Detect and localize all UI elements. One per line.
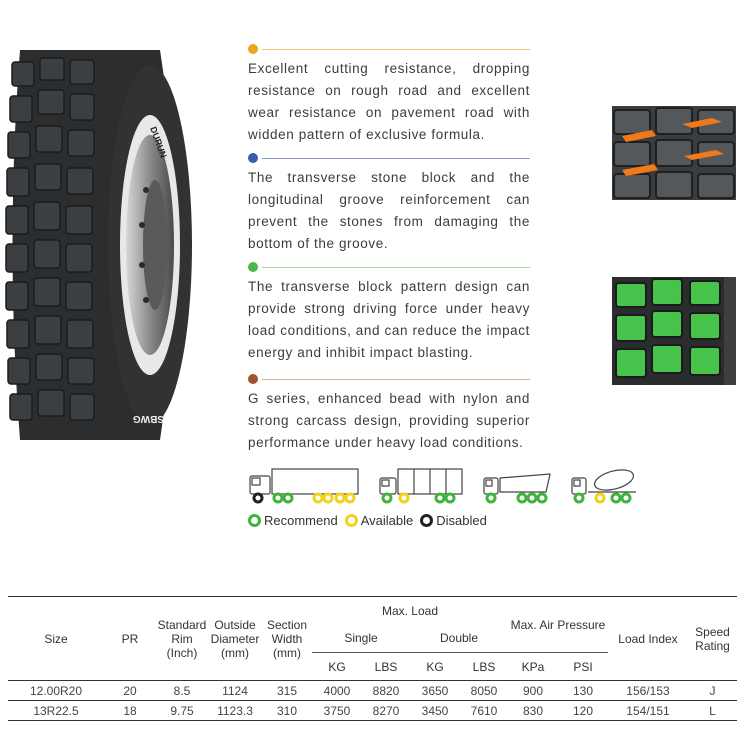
col-single: Single [312,625,410,653]
legend-recommend [248,513,338,528]
col-size: Size [44,631,68,646]
cell-pr: 18 [123,703,137,718]
cell-double-kg: 3450 [421,703,449,718]
col-sw-label: Section Width (mm) [266,617,308,660]
col-psi: PSI [573,659,593,674]
feature-4-text: G series, enhanced bead with nylon and strong carcass design, providing superior performance under heavy load conditions. [248,391,530,450]
legend-label: Recommend [264,513,338,528]
usage-legend [248,513,494,528]
col-load-index [608,597,688,681]
cell-rim: 8.5 [173,683,191,698]
col-kpa: KPa [521,659,545,674]
cell-single-lbs: 8820 [372,683,400,698]
tread-groove-image [612,106,736,200]
cell-size: 12.00R20 [29,683,83,698]
green-bullet-icon [248,262,258,272]
cell-sw: 310 [276,703,298,718]
col-sw [262,597,312,681]
cell-size: 13R22.5 [33,703,79,718]
cell-load-index: 156/153 [626,683,670,698]
cell-kpa: 830 [522,703,544,718]
col-speed-label: Speed Rating [695,624,730,653]
col-speed [688,597,737,681]
cell-single-kg: 4000 [323,683,351,698]
cargo-truck-icon [378,466,464,504]
brown-bullet-icon [248,374,258,384]
feature-2-text: The transverse stone block and the longitudinal groove reinforcement can prevent the stones from damaging the bottom of the groove. [248,170,530,251]
tread-block-image [612,277,736,385]
cell-psi: 130 [572,683,594,698]
divider [262,379,530,380]
yellow-ring-icon [345,514,358,527]
col-max-load: Max. Load [381,603,439,618]
legend-label: Disabled [436,513,487,528]
cell-od: 1123.3 [217,703,253,718]
feature-1-text: Excellent cutting resistance, dropping resistance on rough road and excellent wear resistance on pavement road with widden pattern of exclusive formula. [248,61,530,142]
divider [262,49,530,50]
tire-model-text: SBWG [132,413,164,424]
spec-table [8,596,737,721]
divider [262,267,530,268]
semi-trailer-truck-icon [248,466,360,504]
col-od-label: Outside Diameter (mm) [210,617,260,660]
col-single-lbs: LBS [374,659,398,674]
legend-available [345,513,414,528]
divider [262,158,530,159]
col-pressure: Max. Air Pressure [508,597,608,653]
cell-kpa: 900 [522,683,544,698]
col-double-lbs: LBS [472,659,496,674]
col-pr: PR [121,631,139,646]
blue-bullet-icon [248,153,258,163]
tire-brand-text: DURUN [148,125,169,160]
cell-pr: 20 [123,683,137,698]
col-rim [156,597,208,681]
legend-label: Available [360,513,414,528]
green-ring-icon [248,514,261,527]
cell-single-lbs: 8270 [372,703,400,718]
cell-single-kg: 3750 [323,703,351,718]
orange-bullet-icon [248,44,258,54]
col-single-kg: KG [328,659,346,674]
cell-speed: J [709,683,716,698]
dump-truck-icon [482,466,552,504]
feature-3-text: The transverse block pattern design can provide strong driving force under heavy load conditions, and can reduce the impact energy and inhibit impact blasting. [248,279,530,360]
col-double: Double [410,625,508,653]
cell-sw: 315 [276,683,298,698]
col-double-kg: KG [426,659,444,674]
cell-load-index: 154/151 [626,703,670,718]
cell-psi: 120 [572,703,594,718]
cell-rim: 9.75 [170,703,194,718]
table-row [8,681,737,701]
legend-disabled [420,513,487,528]
tire-image [0,40,200,450]
col-rim-label: Standard Rim (Inch) [157,617,207,660]
cell-double-lbs: 8050 [470,683,498,698]
cell-double-lbs: 7610 [470,703,498,718]
cell-speed: L [709,703,716,718]
col-od [208,597,262,681]
cell-double-kg: 3650 [421,683,449,698]
table-row [8,701,737,721]
concrete-mixer-truck-icon [570,466,640,504]
black-ring-icon [420,514,433,527]
col-load-index-label: Load Index [618,631,678,646]
cell-od: 1124 [222,683,248,698]
